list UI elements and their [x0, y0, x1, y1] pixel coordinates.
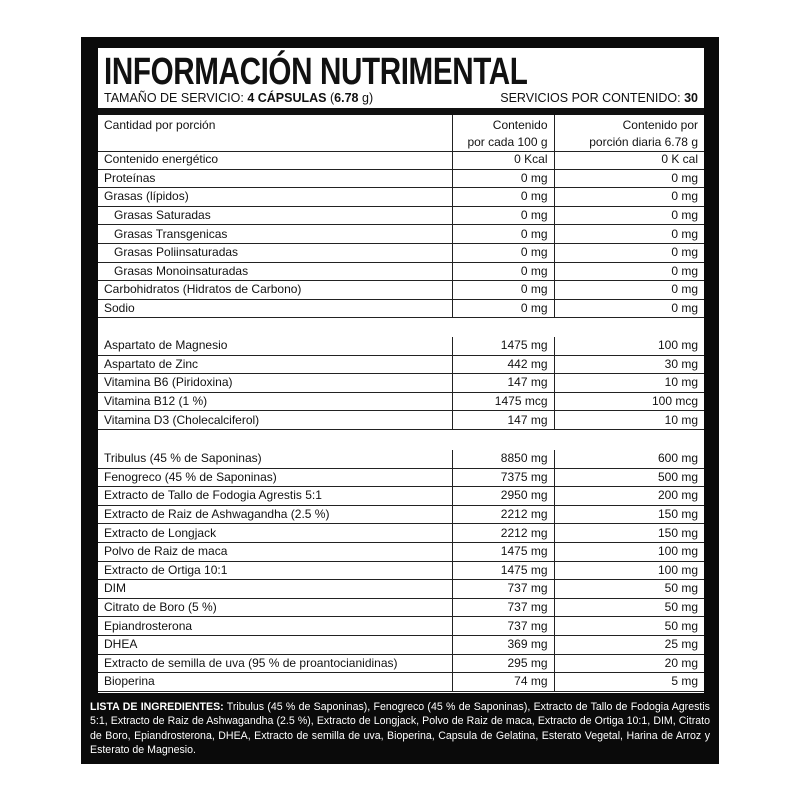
value-per-serving: 50 mg — [554, 617, 704, 636]
col-header-perday: Contenido por porción diaria 6.78 g — [554, 115, 704, 152]
nutrient-name: Sodio — [98, 299, 452, 318]
value-per-100g: 2950 mg — [452, 487, 554, 506]
section-minerals-vitamins — [98, 337, 704, 430]
table-row — [98, 243, 704, 262]
table-row — [98, 561, 704, 580]
nutrient-name: Grasas Saturadas — [98, 206, 452, 225]
nutrient-name: Epiandrosterona — [98, 617, 452, 636]
col-header-per100: Contenido por cada 100 g — [452, 115, 554, 152]
serving-size-value: 4 CÁPSULAS — [247, 91, 327, 105]
table-row — [98, 392, 704, 411]
value-per-serving: 600 mg — [554, 450, 704, 468]
table-row — [98, 299, 704, 318]
value-per-serving: 100 mcg — [554, 392, 704, 411]
value-per-100g: 0 mg — [452, 262, 554, 281]
value-per-serving: 200 mg — [554, 487, 704, 506]
value-per-serving: 25 mg — [554, 635, 704, 654]
value-per-100g: 0 Kcal — [452, 151, 554, 169]
table-row — [98, 505, 704, 524]
thick-divider — [98, 108, 704, 115]
value-per-serving: 0 K cal — [554, 151, 704, 169]
nutrient-name: Bioperina — [98, 673, 452, 692]
value-per-100g: 0 mg — [452, 299, 554, 318]
section-macros — [98, 151, 704, 318]
value-per-serving: 0 mg — [554, 243, 704, 262]
ingredients-text: Tribulus (45 % de Saponinas), Fenogreco (45 % de Saponinas), Extracto de Tallo de Fodogia Agrestis 5:1, Extracto de Raiz de Ashwagandha (2.5 %), Extracto de Longjack, Polvo de Raiz de maca, Extracto de Ortiga 10:1, DIM, Citrato de Boro, Epiandrosterona, DHEA, Extracto de semilla de uva, Bioperina, Capsula de Gelatina, Esterato Vegetal, Harina de Arroz y Esterato de Magnesio. — [90, 701, 710, 757]
value-per-serving: 0 mg — [554, 206, 704, 225]
value-per-100g: 295 mg — [452, 654, 554, 673]
nutrient-name: Extracto de Longjack — [98, 524, 452, 543]
nutrient-name: Extracto de Raiz de Ashwagandha (2.5 %) — [98, 505, 452, 524]
value-per-100g: 1475 mcg — [452, 392, 554, 411]
table-row — [98, 225, 704, 244]
table-row — [98, 524, 704, 543]
value-per-100g: 737 mg — [452, 598, 554, 617]
table-row — [98, 411, 704, 430]
nutrient-name: Carbohidratos (Hidratos de Carbono) — [98, 281, 452, 300]
value-per-serving: 50 mg — [554, 580, 704, 599]
value-per-100g: 147 mg — [452, 411, 554, 430]
table-row — [98, 598, 704, 617]
nutrient-name: Grasas (lípidos) — [98, 188, 452, 207]
value-per-100g: 74 mg — [452, 673, 554, 692]
nutrient-name: Fenogreco (45 % de Saponinas) — [98, 468, 452, 487]
value-per-serving: 0 mg — [554, 169, 704, 188]
value-per-100g: 0 mg — [452, 169, 554, 188]
table-row — [98, 673, 704, 692]
servings-label: SERVICIOS POR CONTENIDO: — [500, 91, 681, 105]
value-per-serving: 0 mg — [554, 262, 704, 281]
table-row — [98, 337, 704, 355]
nutrition-table-header — [98, 115, 704, 152]
value-per-serving: 50 mg — [554, 598, 704, 617]
value-per-serving: 30 mg — [554, 355, 704, 374]
value-per-serving: 500 mg — [554, 468, 704, 487]
value-per-100g: 737 mg — [452, 580, 554, 599]
value-per-100g: 2212 mg — [452, 524, 554, 543]
value-per-serving: 0 mg — [554, 281, 704, 300]
value-per-100g: 7375 mg — [452, 468, 554, 487]
nutrient-name: Extracto de Ortiga 10:1 — [98, 561, 452, 580]
table-row — [98, 468, 704, 487]
section-active-ingredients — [98, 450, 704, 692]
nutrition-panel — [98, 48, 704, 693]
column-header-row — [98, 115, 704, 152]
value-per-100g: 1475 mg — [452, 561, 554, 580]
value-per-serving: 0 mg — [554, 188, 704, 207]
value-per-100g: 147 mg — [452, 374, 554, 393]
nutrient-name: DHEA — [98, 635, 452, 654]
serving-size-label: TAMAÑO DE SERVICIO: — [104, 91, 244, 105]
nutrient-name: Polvo de Raiz de maca — [98, 542, 452, 561]
value-per-serving: 150 mg — [554, 505, 704, 524]
value-per-100g: 1475 mg — [452, 337, 554, 355]
serving-weight: 6.78 — [334, 91, 359, 105]
value-per-serving: 20 mg — [554, 654, 704, 673]
value-per-serving: 10 mg — [554, 411, 704, 430]
value-per-100g: 0 mg — [452, 206, 554, 225]
nutrient-name: Extracto de Tallo de Fodogia Agrestis 5:1 — [98, 487, 452, 506]
nutrient-name: Grasas Monoinsaturadas — [98, 262, 452, 281]
table-row — [98, 635, 704, 654]
table-row — [98, 580, 704, 599]
value-per-serving: 10 mg — [554, 374, 704, 393]
value-per-serving: 100 mg — [554, 561, 704, 580]
nutrient-name: Aspartato de Zinc — [98, 355, 452, 374]
table-row — [98, 169, 704, 188]
value-per-100g: 8850 mg — [452, 450, 554, 468]
value-per-100g: 737 mg — [452, 617, 554, 636]
value-per-serving: 0 mg — [554, 225, 704, 244]
table-row — [98, 151, 704, 169]
panel-title: INFORMACIÓN NUTRIMENTAL — [104, 51, 528, 93]
nutrient-name: Vitamina B6 (Piridoxina) — [98, 374, 452, 393]
value-per-serving: 100 mg — [554, 337, 704, 355]
nutrient-name: Contenido energético — [98, 151, 452, 169]
value-per-100g: 2212 mg — [452, 505, 554, 524]
ingredients-list — [90, 700, 710, 758]
value-per-100g: 1475 mg — [452, 542, 554, 561]
value-per-100g: 0 mg — [452, 281, 554, 300]
value-per-serving: 5 mg — [554, 673, 704, 692]
nutrient-name: Vitamina D3 (Cholecalciferol) — [98, 411, 452, 430]
value-per-serving: 100 mg — [554, 542, 704, 561]
table-row — [98, 355, 704, 374]
value-per-serving: 150 mg — [554, 524, 704, 543]
value-per-100g: 369 mg — [452, 635, 554, 654]
value-per-100g: 442 mg — [452, 355, 554, 374]
table-row — [98, 281, 704, 300]
value-per-100g: 0 mg — [452, 188, 554, 207]
nutrient-name: Proteínas — [98, 169, 452, 188]
nutrient-name: Citrato de Boro (5 %) — [98, 598, 452, 617]
servings-per-container — [500, 90, 698, 106]
nutrient-name: Tribulus (45 % de Saponinas) — [98, 450, 452, 468]
serving-info — [104, 90, 698, 106]
ingredients-label: LISTA DE INGREDIENTES: — [90, 701, 224, 713]
nutrient-name: DIM — [98, 580, 452, 599]
table-row — [98, 374, 704, 393]
nutrient-name: Extracto de semilla de uva (95 % de proantocianidinas) — [98, 654, 452, 673]
servings-value: 30 — [684, 91, 698, 105]
table-row — [98, 654, 704, 673]
nutrient-name: Aspartato de Magnesio — [98, 337, 452, 355]
nutrient-name: Grasas Poliinsaturadas — [98, 243, 452, 262]
table-row — [98, 542, 704, 561]
nutrient-name: Grasas Transgenicas — [98, 225, 452, 244]
value-per-100g: 0 mg — [452, 243, 554, 262]
col-header-amount: Cantidad por porción — [98, 115, 452, 152]
table-row — [98, 206, 704, 225]
table-row — [98, 262, 704, 281]
table-row — [98, 487, 704, 506]
nutrient-name: Vitamina B12 (1 %) — [98, 392, 452, 411]
table-row — [98, 188, 704, 207]
serving-size: TAMAÑO DE SERVICIO: 4 CÁPSULAS (6.78 g) — [104, 91, 374, 105]
value-per-100g: 0 mg — [452, 225, 554, 244]
table-row — [98, 450, 704, 468]
value-per-serving: 0 mg — [554, 299, 704, 318]
table-row — [98, 617, 704, 636]
